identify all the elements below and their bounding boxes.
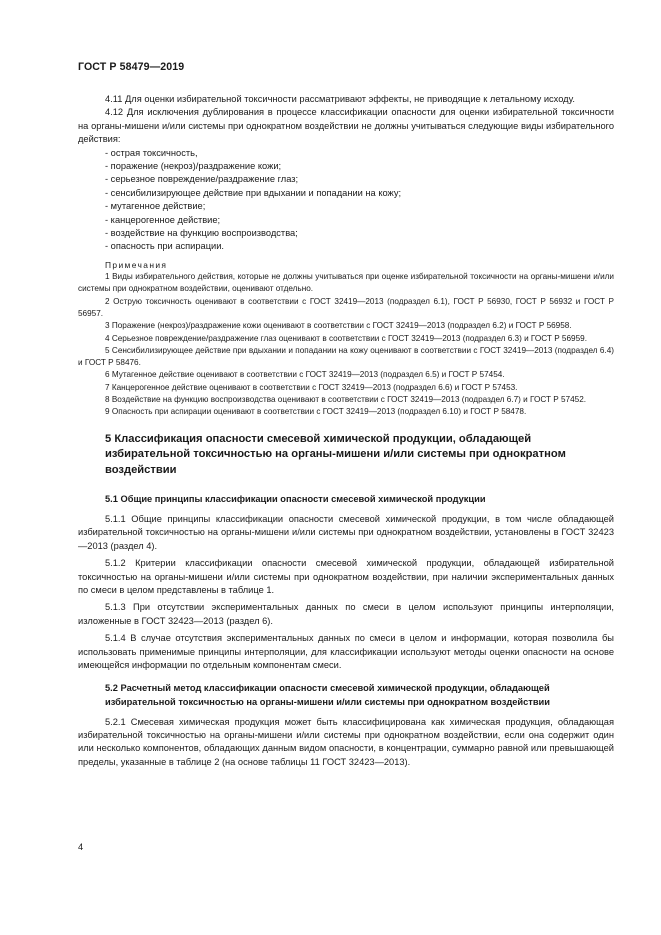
subsection-5-2-title: 5.2 Расчетный метод классификации опасности смесевой химической продукции, обладающей избирательной токсичностью на органы-мишени и/или системы при однократном воздействии xyxy=(105,683,550,708)
list-item: - опасность при аспирации. xyxy=(105,241,225,252)
paragraph-5-1-1: 5.1.1 Общие принципы классификации опасности смесевой химической продукции, в том числе обладающей избирательной токсичностью на органы-мишени и/или системы при однократном воздействии, установлены в ГОСТ 32423—2013 (раздел 4). xyxy=(78,514,614,551)
note-item: 3 Поражение (некроз)/раздражение кожи оценивают в соответствии с ГОСТ 32419—2013 (подраздел 6.2) и ГОСТ Р 56958. xyxy=(105,321,572,331)
notes-block xyxy=(78,271,614,419)
paragraph-4-12: 4.12 Для исключения дублирования в процессе классификации опасности для оценки избирательной токсичности на органы-мишени и/или системы при однократном воздействии не должны учитываться следующие виды избирательного действия: xyxy=(78,107,614,145)
list-item: - воздействие на функцию воспроизводства; xyxy=(105,228,298,239)
section-5-title: 5 Классификация опасности смесевой химической продукции, обладающей избирательной токсичностью на органы-мишени и/или системы при однократном воздействии xyxy=(105,432,566,476)
list-item: - поражение (некроз)/раздражение кожи; xyxy=(105,161,282,172)
note-item: 5 Сенсибилизирующее действие при вдыхании и попадании на кожу оценивают в соответствии с ГОСТ 32419—2013 (подраздел 6.4) и ГОСТ Р 58476. xyxy=(78,345,614,368)
list-item: - сенсибилизирующее действие при вдыхании и попадании на кожу; xyxy=(105,187,402,198)
paragraph-5-1-2: 5.1.2 Критерии классификации опасности смесевой химической продукции, обладающей избирательной токсичностью на органы-мишени и/или системы при однократном воздействии, при наличии экспериментальных данных по смеси в целом представлены в таблице 1. xyxy=(78,558,614,596)
document-header: ГОСТ Р 58479—2019 xyxy=(78,61,185,73)
note-item: 4 Серьезное повреждение/раздражение глаз оценивают в соответствии с ГОСТ 32419—2013 (подраздел 6.3) и ГОСТ Р 56959. xyxy=(105,333,587,343)
list-item: - серьезное повреждение/раздражение глаз; xyxy=(105,174,299,185)
exclusion-list xyxy=(78,147,614,254)
list-item: - мутагенное действие; xyxy=(105,201,206,212)
paragraph-5-2-1: 5.2.1 Смесевая химическая продукция может быть классифицирована как химическая продукция, обладающая избирательной токсичностью на органы-мишени и/или системы при однократном воздействии, если она содержит один или несколько компонентов, обладающих данным видом опасности, в концентрации, суммарно равной или превышающей пределы, указанные в таблице 2 (на основе таблицы 11 ГОСТ 32423—2013). xyxy=(78,716,614,767)
page-content xyxy=(78,93,614,769)
note-item: 1 Виды избирательного действия, которые не должны учитываться при оценке избирательной токсичности на органы-мишени и/или системы при однократном воздействии, оценивают отдельно. xyxy=(78,272,614,294)
page-number: 4 xyxy=(78,842,84,852)
note-item: 6 Мутагенное действие оценивают в соответствии с ГОСТ 32419—2013 (подраздел 6.5) и ГОСТ Р 57454. xyxy=(105,370,505,380)
paragraph-5-1-3: 5.1.3 При отсутствии экспериментальных данных по смеси в целом используют принципы интерполяции, изложенные в ГОСТ 32423—2013 (раздел 6). xyxy=(78,602,614,626)
note-item: 8 Воздействие на функцию воспроизводства оценивают в соответствии с ГОСТ 32419—2013 (подраздел 6.7) и ГОСТ Р 57452. xyxy=(105,395,587,405)
paragraph-5-1-4: 5.1.4 В случае отсутствия экспериментальных данных по смеси в целом и информации, которая позволила бы использовать применимые принципы интерполяции, для классификации используют методы оценки опасности на основе имеющейся информации по отдельным компонентам смеси. xyxy=(78,633,614,671)
note-item: 2 Острую токсичность оценивают в соответствии с ГОСТ 32419—2013 (подраздел 6.1), ГОСТ Р 56930, ГОСТ Р 56932 и ГОСТ Р 56957. xyxy=(78,296,614,318)
note-item: 7 Канцерогенное действие оценивают в соответствии с ГОСТ 32419—2013 (подраздел 6.6) и ГОСТ Р 57453. xyxy=(105,382,518,392)
paragraph-4-11: 4.11 Для оценки избирательной токсичности рассматривают эффекты, не приводящие к летальному исходу. xyxy=(105,94,575,104)
list-item: - канцерогенное действие; xyxy=(105,214,221,225)
list-item: - острая токсичность, xyxy=(105,147,198,158)
notes-title: Примечания xyxy=(105,259,168,270)
note-item: 9 Опасность при аспирации оценивают в соответствии с ГОСТ 32419—2013 (подраздел 6.10) и ГОСТ Р 58478. xyxy=(105,407,527,417)
subsection-5-1-title: 5.1 Общие принципы классификации опасности смесевой химической продукции xyxy=(105,494,486,505)
